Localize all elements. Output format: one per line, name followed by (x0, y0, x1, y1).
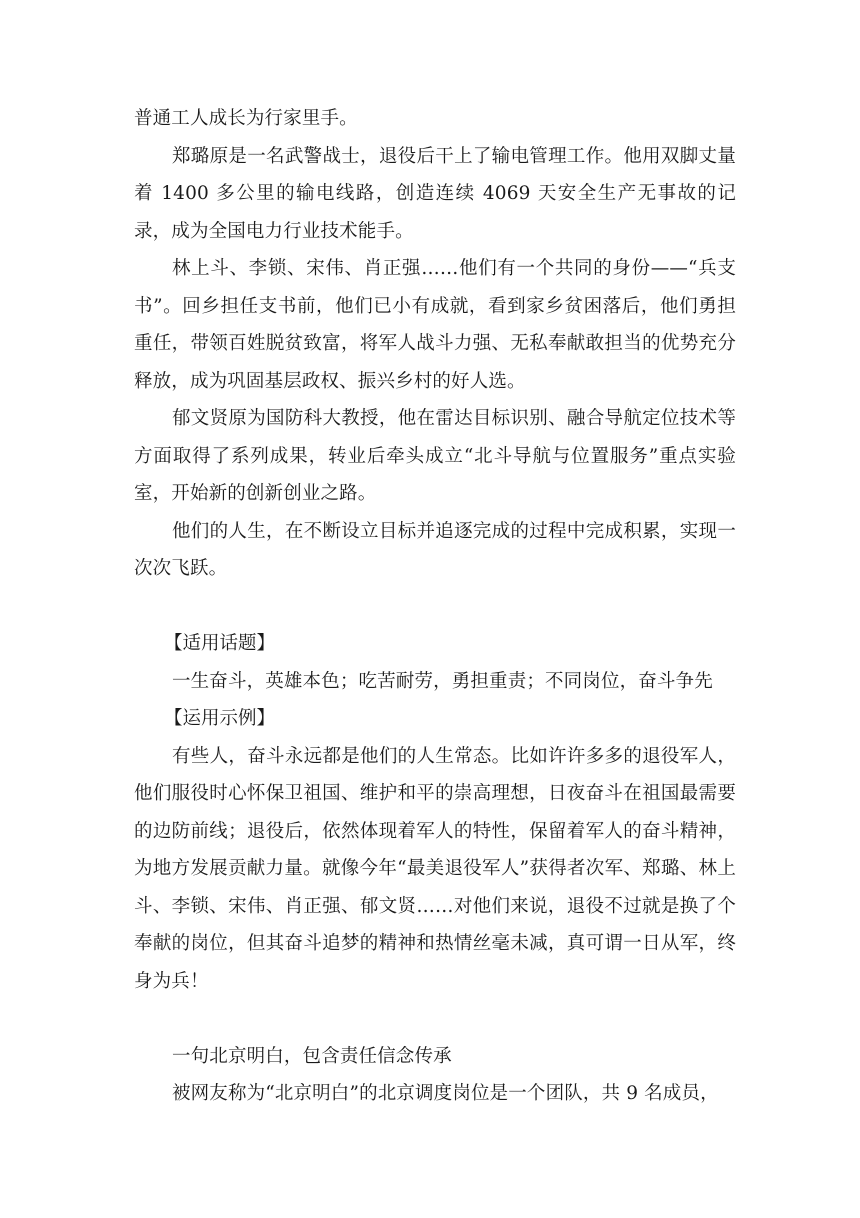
applicable-topics-label: 【适用话题】 (164, 633, 276, 654)
paragraph-zheng-lu: 郑璐原是一名武警战士，退役后干上了输电管理工作。他用双脚丈量着 1400 多公里的输电线路，创造连续 4069 天安全生产无事故的记录，成为全国电力行业技术能手。 (134, 145, 736, 242)
example-label: 【运用示例】 (164, 708, 276, 729)
document-body (134, 100, 736, 1113)
section-title: 一句北京明白，包含责任信念传承 (172, 1045, 452, 1067)
paragraph-summary: 他们的人生，在不断设立目标并追逐完成的过程中完成积累，实现一次次飞跃。 (134, 520, 736, 579)
example-text: 有些人，奋斗永远都是他们的人生常态。比如许许多多的退役军人，他们服役时心怀保卫祖国、维护和平的崇高理想，日夜奋斗在祖国最需要的边防前线；退役后，依然体现着军人的特性，保留着军人的奋斗精神，为地方发展贡献力量。就像今年“最美退役军人”获得者次军、郑璐、林上斗、李锁、宋伟、肖正强、郁文贤……对他们来说，退役不过就是换了个奉献的岗位，但其奋斗追梦的精神和热情丝毫未减，真可谓一日从军，终身为兵！ (134, 745, 736, 992)
section-text: 被网友称为“北京明白”的北京调度岗位是一个团队，共 9 名成员， (172, 1083, 719, 1104)
paragraph-bing-zhishu: 林上斗、李锁、宋伟、肖正强……他们有一个共同的身份——“兵支书”。回乡担任支书前，他们已小有成就，看到家乡贫困落后，他们勇担重任，带领百姓脱贫致富，将军人战斗力强、无私奉献敢担当的优势充分释放，成为巩固基层政权、振兴乡村的好人选。 (134, 258, 736, 392)
blank-line (134, 1000, 736, 1038)
blank-line (134, 588, 736, 626)
paragraph-continuation: 普通工人成长为行家里手。 (134, 108, 358, 129)
paragraph-yu-wenxian: 郁文贤原为国防科大教授，他在雷达目标识别、融合导航定位技术等方面取得了系列成果，转业后牵头成立“北斗导航与位置服务”重点实验室，开始新的创新创业之路。 (134, 408, 736, 504)
applicable-topics-text: 一生奋斗，英雄本色；吃苦耐劳，勇担重责；不同岗位，奋斗争先 (172, 670, 713, 692)
